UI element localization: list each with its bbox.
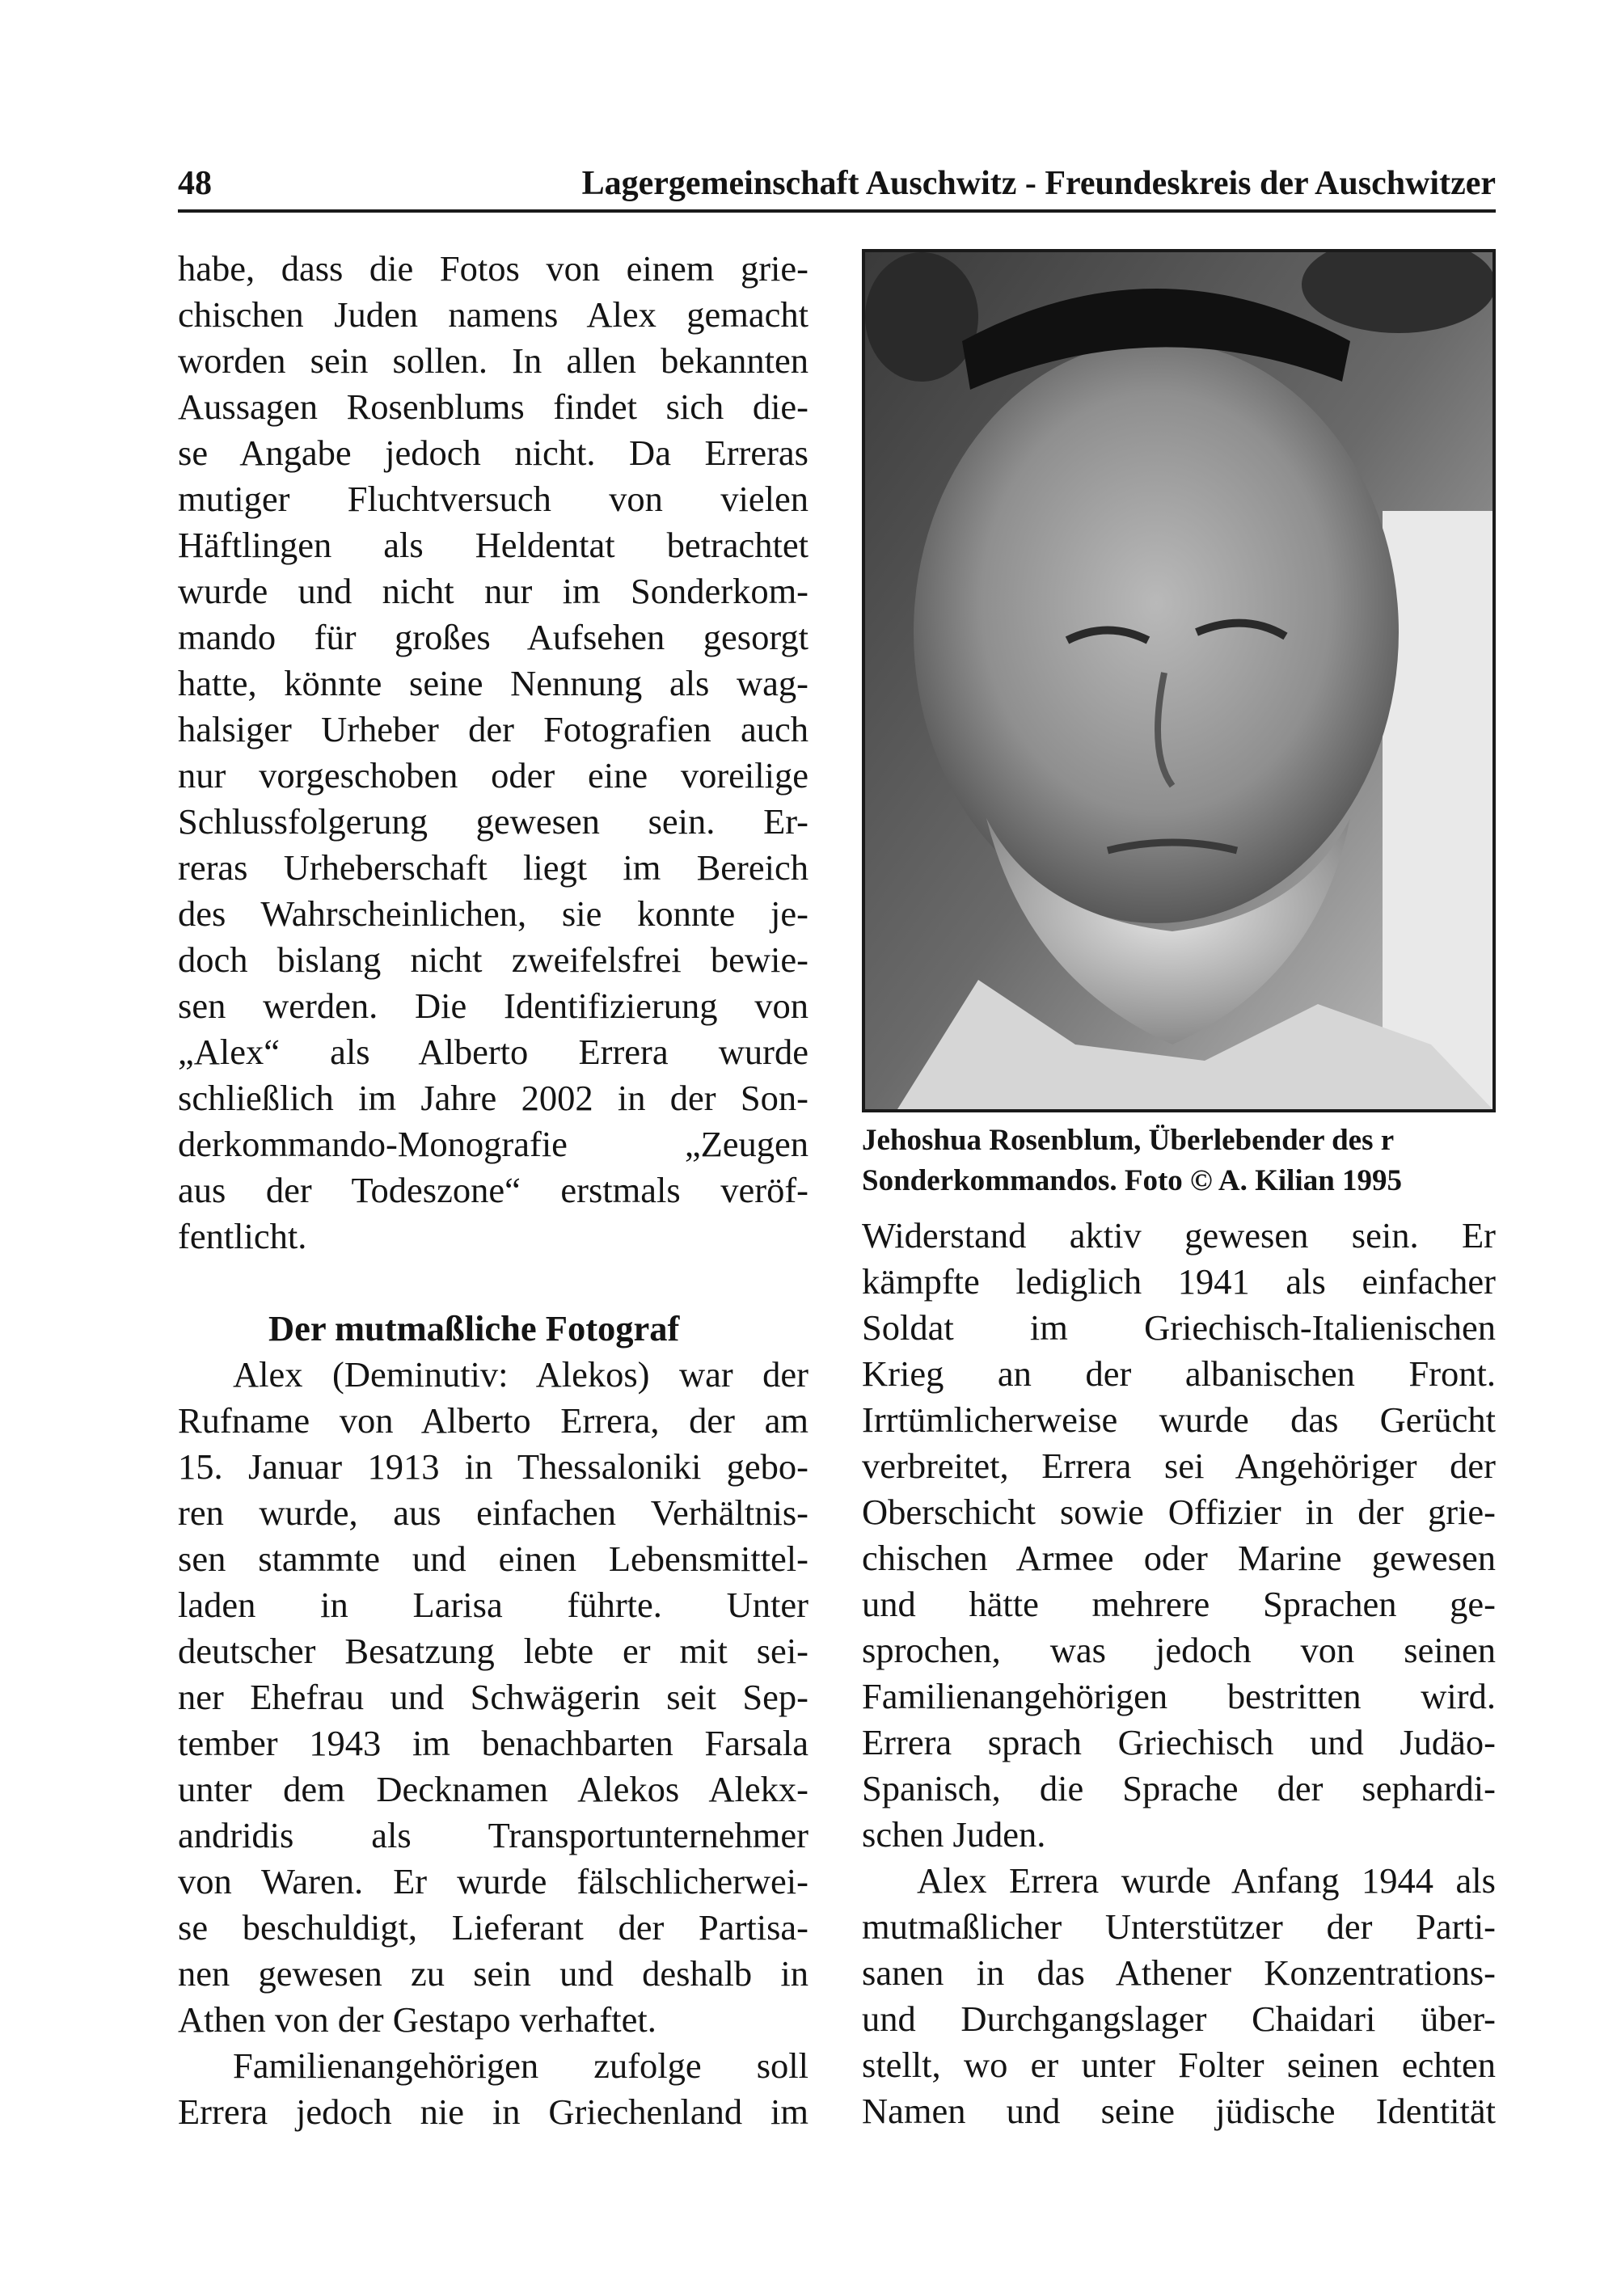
paragraph-gap xyxy=(178,1260,808,1306)
right-column xyxy=(862,1213,1496,2134)
text-line: Familienangehörigen bestritten wird. xyxy=(862,1676,1496,1716)
text-line: halsiger Urheber der Fotografien auch xyxy=(178,709,808,749)
text-line: Namen und seine jüdische Identität xyxy=(862,2091,1496,2131)
header-rule xyxy=(178,209,1496,213)
left-column xyxy=(178,246,808,2135)
text-line: laden in Larisa führte. Unter xyxy=(178,1585,808,1625)
text-line: Familienangehörigen zufolge soll xyxy=(233,2045,808,2086)
text-line: se beschuldigt, Lieferant der Partisa- xyxy=(178,1907,808,1948)
text-line: worden sein sollen. In allen bekannten xyxy=(178,340,808,381)
text-line: Errera jedoch nie in Griechenland im xyxy=(178,2091,808,2132)
text-line: schen Juden. xyxy=(862,1814,1046,1855)
text-line: Aussagen Rosenblums findet sich die- xyxy=(178,386,808,427)
text-line: mutmaßlicher Unterstützer der Parti- xyxy=(862,1906,1496,1947)
text-line: Häftlingen als Heldentat betrachtet xyxy=(178,525,808,565)
text-line: aus der Todeszone“ erstmals veröf- xyxy=(178,1170,808,1210)
text-line: se Angabe jedoch nicht. Da Erreras xyxy=(178,433,808,473)
portrait-photo-image xyxy=(865,252,1492,1109)
text-line: Widerstand aktiv gewesen sein. Er xyxy=(862,1215,1496,1256)
text-line: Spanisch, die Sprache der sephardi- xyxy=(862,1768,1496,1809)
text-line: chischen Juden namens Alex gemacht xyxy=(178,294,808,335)
text-line: sanen in das Athener Konzentrations- xyxy=(862,1952,1496,1993)
text-line: Krieg an der albanischen Front. xyxy=(862,1353,1496,1394)
text-line: stellt, wo er unter Folter seinen echten xyxy=(862,2045,1496,2085)
text-line: habe, dass die Fotos von einem grie- xyxy=(178,248,808,289)
text-line: tember 1943 im benachbarten Farsala xyxy=(178,1723,808,1763)
text-line: 15. Januar 1913 in Thessaloniki gebo- xyxy=(178,1446,808,1487)
text-line: chischen Armee oder Marine gewesen xyxy=(862,1538,1496,1578)
text-line: wurde und nicht nur im Sonderkom- xyxy=(178,571,808,611)
caption-line: Jehoshua Rosenblum, Überlebender des r xyxy=(862,1124,1395,1157)
text-line: mutiger Fluchtversuch von vielen xyxy=(178,479,808,519)
text-line: des Wahrscheinlichen, sie konnte je- xyxy=(178,893,808,934)
text-line: sprochen, was jedoch von seinen xyxy=(862,1630,1496,1670)
caption-line: Sonderkommandos. Foto © A. Kilian 1995 xyxy=(862,1164,1403,1197)
text-line: Irrtümlicherweise wurde das Gerücht xyxy=(862,1399,1496,1440)
text-line: Oberschicht sowie Offizier in der grie- xyxy=(862,1492,1496,1532)
text-line: andridis als Transportunternehmer xyxy=(178,1815,808,1855)
text-line: ren wurde, aus einfachen Verhältnis- xyxy=(178,1492,808,1533)
text-line: fentlicht. xyxy=(178,1216,307,1256)
text-line: schließlich im Jahre 2002 in der Son- xyxy=(178,1078,808,1118)
running-header xyxy=(178,155,1496,212)
running-title: Lagergemeinschaft Auschwitz - Freundeskreis der Auschwitzer xyxy=(581,165,1496,202)
page-number: 48 xyxy=(178,165,212,202)
text-line: und Durchgangslager Chaidari über- xyxy=(862,1998,1496,2039)
text-line: Rufname von Alberto Errera, der am xyxy=(178,1400,808,1441)
text-line: ner Ehefrau und Schwägerin seit Sep- xyxy=(178,1677,808,1717)
text-line: reras Urheberschaft liegt im Bereich xyxy=(178,847,808,888)
text-line: verbreitet, Errera sei Angehöriger der xyxy=(862,1446,1496,1486)
text-line: deutscher Besatzung lebte er mit sei- xyxy=(178,1631,808,1671)
text-line: Alex (Deminutiv: Alekos) war der xyxy=(233,1354,808,1395)
text-line: kämpfte lediglich 1941 als einfacher xyxy=(862,1261,1496,1302)
text-line: unter dem Decknamen Alekos Alekx- xyxy=(178,1769,808,1809)
photo-caption xyxy=(862,1121,1496,1201)
section-heading: Der mutmaßliche Fotograf xyxy=(268,1308,680,1348)
text-line: doch bislang nicht zweifelsfrei bewie- xyxy=(178,939,808,980)
text-line: Athen von der Gestapo verhaftet. xyxy=(178,1999,657,2040)
text-line: Schlussfolgerung gewesen sein. Er- xyxy=(178,801,808,842)
text-line: derkommando-Monografie „Zeugen xyxy=(178,1124,808,1164)
portrait-photo xyxy=(862,249,1496,1112)
text-line: hatte, könnte seine Nennung als wag- xyxy=(178,663,808,703)
text-line: nen gewesen zu sein und deshalb in xyxy=(178,1953,808,1994)
text-line: mando für großes Aufsehen gesorgt xyxy=(178,617,808,657)
text-line: Alex Errera wurde Anfang 1944 als xyxy=(917,1860,1496,1901)
text-line: „Alex“ als Alberto Errera wurde xyxy=(178,1032,808,1072)
text-line: und hätte mehrere Sprachen ge- xyxy=(862,1584,1496,1624)
text-line: von Waren. Er wurde fälschlicherwei- xyxy=(178,1861,808,1901)
text-line: nur vorgeschoben oder eine voreilige xyxy=(178,755,808,796)
text-line: sen stammte und einen Lebensmittel- xyxy=(178,1538,808,1579)
text-line: sen werden. Die Identifizierung von xyxy=(178,986,808,1026)
text-line: Soldat im Griechisch-Italienischen xyxy=(862,1307,1496,1348)
text-line: Errera sprach Griechisch und Judäo- xyxy=(862,1722,1496,1762)
